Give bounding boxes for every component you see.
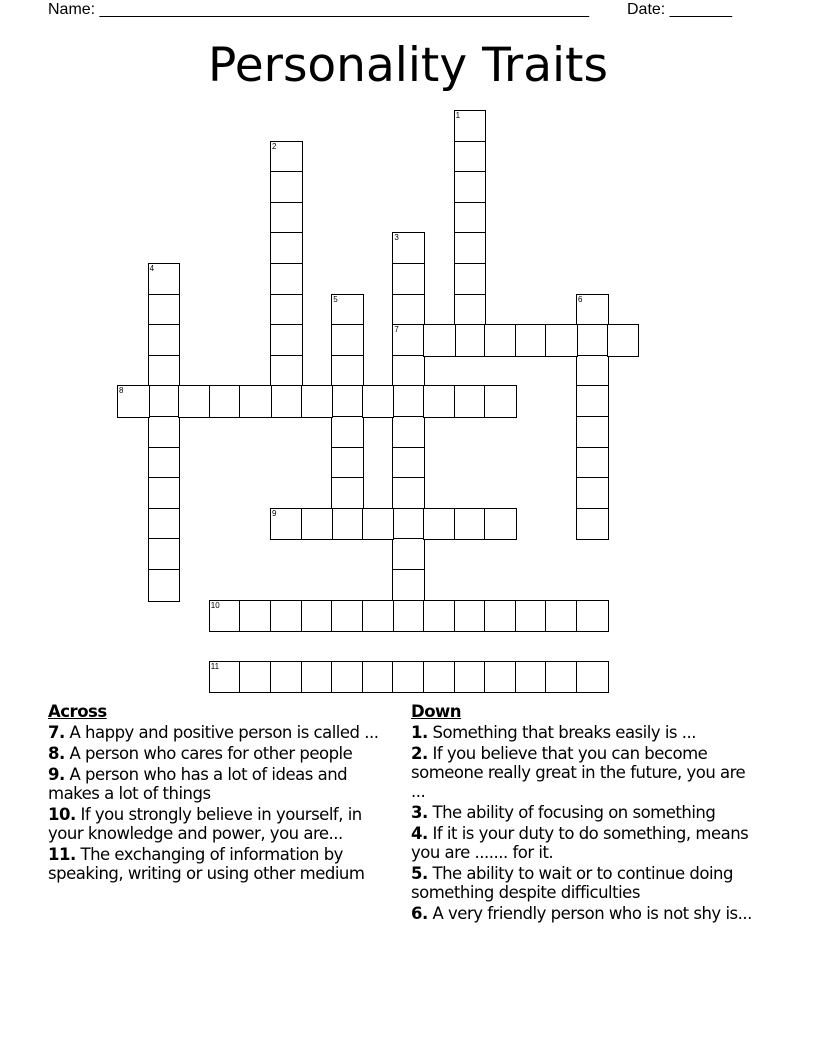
clue-text: A person who has a lot of ideas and makes a lot of things	[48, 765, 348, 803]
grid-cell[interactable]	[515, 661, 548, 694]
cell-number: 6	[578, 294, 583, 304]
grid-cell[interactable]	[454, 110, 487, 143]
grid-cell[interactable]	[331, 385, 364, 418]
grid-cell[interactable]	[484, 661, 517, 694]
grid-cell[interactable]	[423, 600, 456, 633]
grid-cell[interactable]	[576, 324, 609, 357]
grid-cell[interactable]	[576, 416, 609, 449]
grid-cell[interactable]	[148, 324, 181, 357]
grid-cell[interactable]	[392, 355, 425, 388]
grid-cell[interactable]	[362, 661, 395, 694]
grid-cell[interactable]	[148, 569, 181, 602]
grid-cell[interactable]	[515, 324, 548, 357]
clue-number: 2.	[411, 744, 428, 763]
grid-cell[interactable]	[454, 263, 487, 296]
clue-down-4	[411, 824, 761, 862]
grid-cell[interactable]	[148, 416, 181, 449]
clue-text: A happy and positive person is called ...	[69, 723, 379, 742]
across-clues	[48, 702, 398, 885]
clue-text: The ability of focusing on something	[432, 803, 716, 822]
grid-cell[interactable]	[423, 324, 456, 357]
cell-number: 1	[455, 111, 461, 120]
grid-cell[interactable]	[301, 661, 334, 694]
grid-cell[interactable]	[576, 355, 609, 388]
grid-cell[interactable]	[545, 661, 578, 694]
grid-cell[interactable]	[148, 385, 181, 418]
across-heading: Across	[48, 702, 107, 721]
grid-cell[interactable]	[454, 202, 487, 235]
grid-cell[interactable]	[301, 508, 334, 541]
grid-cell[interactable]	[331, 355, 364, 388]
grid-cell[interactable]	[545, 324, 578, 357]
grid-cell[interactable]	[270, 324, 303, 357]
grid-cell[interactable]	[454, 294, 487, 327]
grid-cell[interactable]	[515, 600, 548, 633]
cell-number: 7	[394, 325, 399, 335]
grid-cell[interactable]	[423, 661, 456, 694]
down-heading: Down	[411, 702, 462, 721]
grid-cell[interactable]	[270, 141, 303, 174]
grid-cell[interactable]	[148, 263, 181, 296]
grid-cell[interactable]	[239, 661, 272, 694]
grid-cell[interactable]	[392, 569, 425, 602]
grid-cell[interactable]	[270, 232, 303, 265]
cell-number: 3	[394, 233, 399, 243]
page-title: Personality Traits	[208, 38, 608, 93]
grid-cell[interactable]	[148, 538, 181, 571]
clue-number: 1.	[411, 723, 428, 742]
grid-cell[interactable]	[270, 661, 303, 694]
grid-cell[interactable]	[392, 508, 425, 541]
date-field[interactable]: Date: _______	[627, 1, 732, 18]
grid-cell[interactable]	[392, 385, 425, 418]
grid-cell[interactable]	[331, 447, 364, 480]
grid-cell[interactable]	[270, 171, 303, 204]
grid-cell[interactable]	[392, 416, 425, 449]
grid-cell[interactable]	[392, 324, 425, 357]
clue-text: A very friendly person who is not shy is...	[432, 904, 752, 923]
grid-cell[interactable]	[148, 294, 181, 327]
grid-cell[interactable]	[484, 385, 517, 418]
cell-number: 4	[149, 264, 155, 273]
grid-cell[interactable]	[270, 355, 303, 388]
clue-number: 9.	[48, 765, 65, 784]
grid-cell[interactable]	[270, 202, 303, 235]
grid-cell[interactable]	[331, 661, 364, 694]
grid-cell[interactable]	[576, 385, 609, 418]
clue-number: 4.	[411, 824, 428, 843]
grid-cell[interactable]	[148, 355, 181, 388]
grid-cell[interactable]	[178, 385, 211, 418]
grid-cell[interactable]	[576, 477, 609, 510]
grid-cell[interactable]	[331, 508, 364, 541]
grid-cell[interactable]	[392, 477, 425, 510]
grid-cell[interactable]	[454, 141, 487, 174]
grid-cell[interactable]	[423, 385, 456, 418]
grid-cell[interactable]	[362, 508, 395, 541]
grid-cell[interactable]	[148, 508, 181, 541]
clue-text: A person who cares for other people	[69, 744, 353, 763]
grid-cell[interactable]	[270, 385, 303, 418]
clue-down-2	[411, 744, 761, 801]
grid-cell[interactable]	[117, 385, 150, 418]
grid-cell[interactable]	[454, 661, 487, 694]
grid-cell[interactable]	[484, 508, 517, 541]
grid-cell[interactable]	[331, 600, 364, 633]
clue-number: 5.	[411, 864, 428, 883]
clue-number: 11.	[48, 845, 76, 864]
grid-cell[interactable]	[392, 232, 425, 265]
name-field[interactable]: Name: _______________________________________________________	[48, 1, 589, 18]
grid-cell[interactable]	[392, 447, 425, 480]
grid-cell[interactable]	[148, 477, 181, 510]
grid-cell[interactable]	[423, 508, 456, 541]
grid-cell[interactable]	[576, 508, 609, 541]
clue-down-3	[411, 803, 761, 822]
grid-cell[interactable]	[454, 508, 487, 541]
clue-down-6	[411, 904, 761, 923]
clue-text: If you strongly believe in yourself, in your knowledge and power, you are...	[48, 805, 362, 843]
grid-cell[interactable]	[301, 600, 334, 633]
grid-cell[interactable]	[576, 600, 609, 633]
grid-cell[interactable]	[331, 416, 364, 449]
cell-number: 9	[272, 508, 277, 518]
clue-text: The exchanging of information by speaking, writing or using other medium	[48, 845, 365, 883]
grid-cell[interactable]	[209, 385, 242, 418]
clue-number: 6.	[411, 904, 428, 923]
clue-down-5	[411, 864, 761, 902]
clue-number: 7.	[48, 723, 65, 742]
grid-cell[interactable]	[331, 477, 364, 510]
grid-cell[interactable]	[484, 600, 517, 633]
clue-text: If it is your duty to do something, means you are ....... for it.	[411, 824, 749, 862]
grid-cell[interactable]	[454, 232, 487, 265]
grid-cell[interactable]	[392, 538, 425, 571]
grid-cell[interactable]	[454, 324, 487, 357]
grid-cell[interactable]	[576, 294, 609, 327]
clue-across-11	[48, 845, 398, 883]
grid-cell[interactable]	[209, 600, 242, 633]
grid-cell[interactable]	[301, 385, 334, 418]
grid-cell[interactable]	[270, 294, 303, 327]
grid-cell[interactable]	[209, 661, 242, 694]
clue-text: Something that breaks easily is ...	[432, 723, 696, 742]
grid-cell[interactable]	[362, 385, 395, 418]
grid-cell[interactable]	[270, 508, 303, 541]
grid-cell[interactable]	[239, 385, 272, 418]
grid-cell[interactable]	[239, 600, 272, 633]
clue-text: The ability to wait or to continue doing something despite difficulties	[411, 864, 733, 902]
grid-cell[interactable]	[454, 600, 487, 633]
grid-cell[interactable]	[331, 294, 364, 327]
clue-down-1	[411, 723, 761, 742]
grid-cell[interactable]	[484, 324, 517, 357]
grid-cell[interactable]	[148, 447, 181, 480]
clue-across-8	[48, 744, 398, 763]
cell-number: 2	[272, 141, 277, 151]
grid-cell[interactable]	[331, 324, 364, 357]
grid-cell[interactable]	[392, 600, 425, 633]
cell-number: 5	[333, 294, 338, 304]
grid-cell[interactable]	[454, 171, 487, 204]
grid-cell[interactable]	[362, 600, 395, 633]
cell-number: 8	[119, 386, 124, 396]
grid-cell[interactable]	[454, 385, 487, 418]
cell-number: 10	[210, 600, 220, 610]
grid-cell[interactable]	[270, 263, 303, 296]
grid-cell[interactable]	[576, 447, 609, 480]
grid-cell[interactable]	[270, 600, 303, 633]
clue-across-7	[48, 723, 398, 742]
grid-cell[interactable]	[392, 294, 425, 327]
down-clues	[411, 702, 761, 925]
clue-number: 3.	[411, 803, 428, 822]
cell-number: 11	[210, 661, 220, 671]
grid-cell[interactable]	[576, 661, 609, 694]
clue-number: 8.	[48, 744, 65, 763]
grid-cell[interactable]	[607, 324, 640, 357]
grid-cell[interactable]	[392, 661, 425, 694]
grid-cell[interactable]	[392, 263, 425, 296]
clue-across-9	[48, 765, 398, 803]
clue-number: 10.	[48, 805, 76, 824]
clue-across-10	[48, 805, 398, 843]
grid-cell[interactable]	[545, 600, 578, 633]
clue-text: If you believe that you can become someone really great in the future, you are ...	[411, 744, 746, 801]
